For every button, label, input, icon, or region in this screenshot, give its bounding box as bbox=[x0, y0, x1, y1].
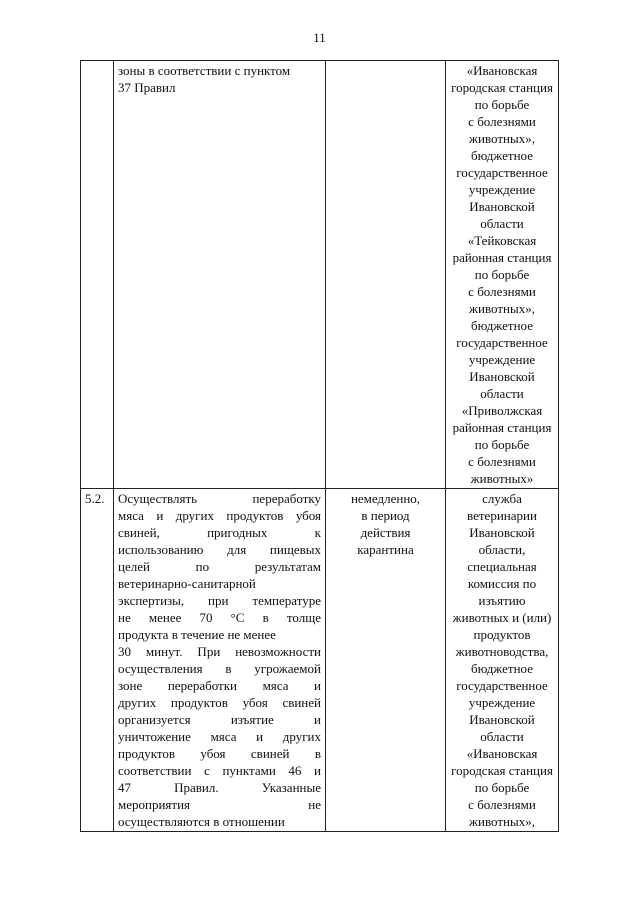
measure-line: мероприятия не bbox=[118, 797, 321, 812]
responsible-line: государственное bbox=[456, 335, 548, 350]
responsible-line: животных» bbox=[470, 471, 534, 486]
measure-line: 47 Правил. Указанные bbox=[118, 780, 321, 795]
responsible-line: бюджетное bbox=[471, 318, 533, 333]
responsible-line: с болезнями bbox=[468, 284, 536, 299]
measure-line: свиней, пригодных к bbox=[118, 525, 321, 540]
responsible-line: животных», bbox=[469, 131, 535, 146]
responsible-line: области bbox=[480, 216, 524, 231]
measure-line: 30 минут. При невозможности bbox=[118, 644, 321, 659]
responsible-line: с болезнями bbox=[468, 114, 536, 129]
responsible-line: бюджетное bbox=[471, 661, 533, 676]
responsible-line: животных», bbox=[469, 301, 535, 316]
responsible-line: животных», bbox=[469, 814, 535, 829]
responsible-line: Ивановской bbox=[469, 199, 535, 214]
measure-line: не менее 70 °С в толще bbox=[118, 610, 321, 625]
table-row bbox=[81, 489, 559, 832]
responsible-line: животноводства, bbox=[455, 644, 549, 659]
term-line: в период bbox=[361, 508, 410, 523]
responsible-line: по борьбе bbox=[474, 267, 530, 282]
responsible-line: области bbox=[480, 386, 524, 401]
measure-line: мяса и других продуктов убоя bbox=[118, 508, 321, 523]
measure-cell bbox=[114, 489, 326, 832]
responsible-line: служба bbox=[482, 491, 522, 506]
row-number-cell: 5.2. bbox=[81, 489, 114, 832]
term-line: действия bbox=[360, 525, 411, 540]
responsible-line: учреждение bbox=[468, 352, 536, 367]
responsible-line: Ивановской bbox=[469, 712, 535, 727]
responsible-line: районная станция bbox=[452, 420, 552, 435]
measure-line: использованию для пищевых bbox=[118, 542, 321, 557]
responsible-line: области, bbox=[478, 542, 526, 557]
page-number: 11 bbox=[313, 30, 326, 45]
responsible-line: бюджетное bbox=[471, 148, 533, 163]
measure-line: экспертизы, при температуре bbox=[118, 593, 321, 608]
measure-line: зоне переработки мяса и bbox=[118, 678, 321, 693]
responsible-line: Ивановской bbox=[469, 525, 535, 540]
responsible-line: специальная bbox=[467, 559, 537, 574]
responsible-line: ветеринарии bbox=[467, 508, 537, 523]
measure-line: осуществляются в отношении bbox=[118, 814, 285, 829]
measure-line: других продуктов убоя свиней bbox=[118, 695, 321, 710]
term-line: карантина bbox=[357, 542, 414, 557]
row-number-cell bbox=[81, 61, 114, 489]
responsible-line: «Ивановская bbox=[466, 63, 538, 78]
responsible-line: районная станция bbox=[452, 250, 552, 265]
responsible-line: с болезнями bbox=[468, 454, 536, 469]
measure-line: Осуществлять переработку bbox=[118, 491, 321, 506]
measure-line: 37 Правил bbox=[118, 80, 176, 95]
table-row bbox=[81, 61, 559, 489]
measure-line: уничтожение мяса и других bbox=[118, 729, 321, 744]
measure-line: соответствии с пунктами 46 и bbox=[118, 763, 321, 778]
responsible-line: животных и (или) bbox=[452, 610, 552, 625]
measures-table bbox=[80, 60, 559, 832]
measure-line: организуется изъятие и bbox=[118, 712, 321, 727]
responsible-line: по борьбе bbox=[474, 780, 530, 795]
measure-line: продукта в течение не менее bbox=[118, 627, 276, 642]
responsible-line: государственное bbox=[456, 165, 548, 180]
responsible-line: с болезнями bbox=[468, 797, 536, 812]
responsible-line: государственное bbox=[456, 678, 548, 693]
responsible-line: продуктов bbox=[473, 627, 531, 642]
responsible-cell bbox=[446, 61, 559, 489]
measure-line: ветеринарно-санитарной bbox=[118, 576, 256, 591]
term-cell bbox=[326, 489, 446, 832]
responsible-line: «Ивановская bbox=[466, 746, 538, 761]
term-cell bbox=[326, 61, 446, 489]
responsible-line: «Приволжская bbox=[461, 403, 543, 418]
responsible-cell bbox=[446, 489, 559, 832]
responsible-line: по борьбе bbox=[474, 437, 530, 452]
responsible-line: изъятию bbox=[478, 593, 526, 608]
term-line: немедленно, bbox=[350, 491, 421, 506]
responsible-line: области bbox=[480, 729, 524, 744]
responsible-line: учреждение bbox=[468, 182, 536, 197]
measure-line: целей по результатам bbox=[118, 559, 321, 574]
measure-line: продуктов убоя свиней в bbox=[118, 746, 321, 761]
responsible-line: «Тейковская bbox=[467, 233, 537, 248]
responsible-line: городская станция bbox=[451, 763, 553, 778]
responsible-line: городская станция bbox=[451, 80, 553, 95]
responsible-line: учреждение bbox=[468, 695, 536, 710]
measure-line: осуществления в угрожаемой bbox=[118, 661, 321, 676]
responsible-line: комиссия по bbox=[467, 576, 537, 591]
responsible-line: Ивановской bbox=[469, 369, 535, 384]
measure-cell bbox=[114, 61, 326, 489]
measure-line: зоны в соответствии с пунктом bbox=[118, 63, 291, 78]
responsible-line: по борьбе bbox=[474, 97, 530, 112]
